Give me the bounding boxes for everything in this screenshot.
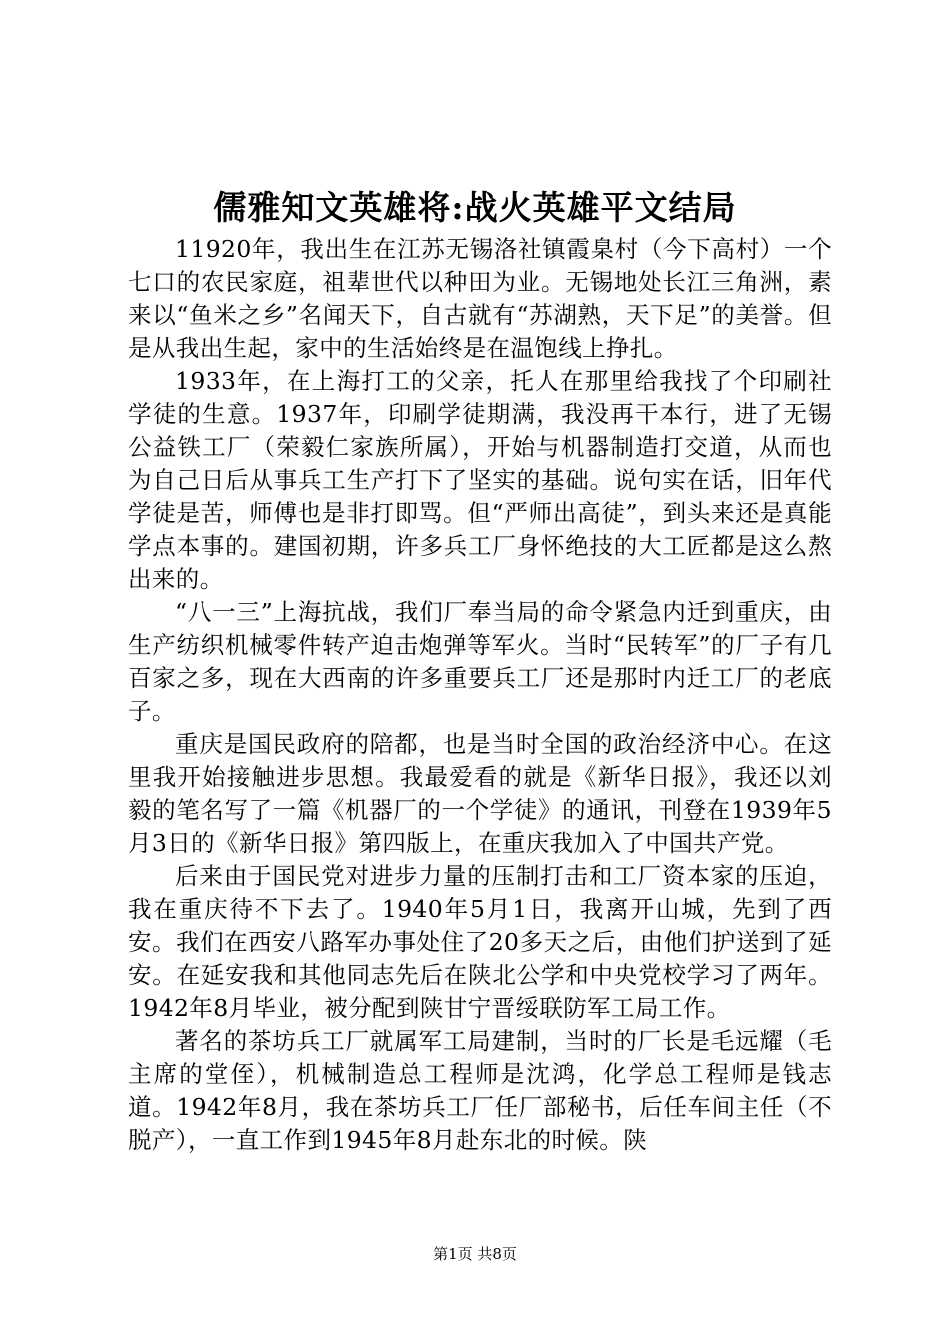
paragraph-5: 后来由于国民党对进步力量的压制打击和工厂资本家的压迫，我在重庆待不下去了。1940年5月1日，我离开山城，先到了西安。我们在西安八路军办事处住了20多天之后，由他们护送到了延安。在延安我和其他同志先后在陕北公学和中央党校学习了两年。1942年8月毕业，被分配到陕甘宁晋绥联防军工局工作。	[128, 862, 832, 1022]
paragraph-6: 著名的茶坊兵工厂就属军工局建制，当时的厂长是毛远耀（毛主席的堂侄），机械制造总工程师是沈鸿，化学总工程师是钱志道。1942年8月，我在茶坊兵工厂任厂部秘书，后任车间主任（不脱产），一直工作到1945年8月赴东北的时候。陕	[128, 1027, 832, 1154]
document-title: 儒雅知文英雄将:战火英雄平文结局	[213, 188, 737, 227]
paragraph-2: 1933年，在上海打工的父亲，托人在那里给我找了个印刷社学徒的生意。1937年，印刷学徒期满，我没再干本行，进了无锡公益铁工厂（荣毅仁家族所属），开始与机器制造打交道，从而也为自己日后从事兵工生产打下了坚实的基础。说句实在话，旧年代学徒是苦，师傅也是非打即骂。但“严师出高徒”，到头来还是真能学点本事的。建国初期，许多兵工厂身怀绝技的大工匠都是这么熬出来的。	[128, 367, 832, 593]
paragraph-1: 11920年，我出生在江苏无锡洛社镇霞臬村（今下高村）一个七口的农民家庭，祖辈世代以种田为业。无锡地处长江三角洲，素来以“鱼米之乡”名闻天下，自古就有“苏湖熟，天下足”的美誉。但是从我出生起，家中的生活始终是在温饱线上挣扎。	[128, 235, 832, 362]
document-body	[128, 233, 832, 1157]
paragraph-4: 重庆是国民政府的陪都，也是当时全国的政治经济中心。在这里我开始接触进步思想。我最爱看的就是《新华日报》，我还以刘毅的笔名写了一篇《机器厂的一个学徒》的通讯，刊登在1939年5月3日的《新华日报》第四版上，在重庆我加入了中国共产党。	[128, 730, 832, 857]
paragraph-3: “八一三”上海抗战，我们厂奉当局的命令紧急内迁到重庆，由生产纺织机械零件转产迫击炮弹等军火。当时“民转军”的厂子有几百家之多，现在大西南的许多重要兵工厂还是那时内迁工厂的老底子。	[128, 598, 832, 725]
page-number-footer: 第1页 共8页	[433, 1245, 517, 1263]
